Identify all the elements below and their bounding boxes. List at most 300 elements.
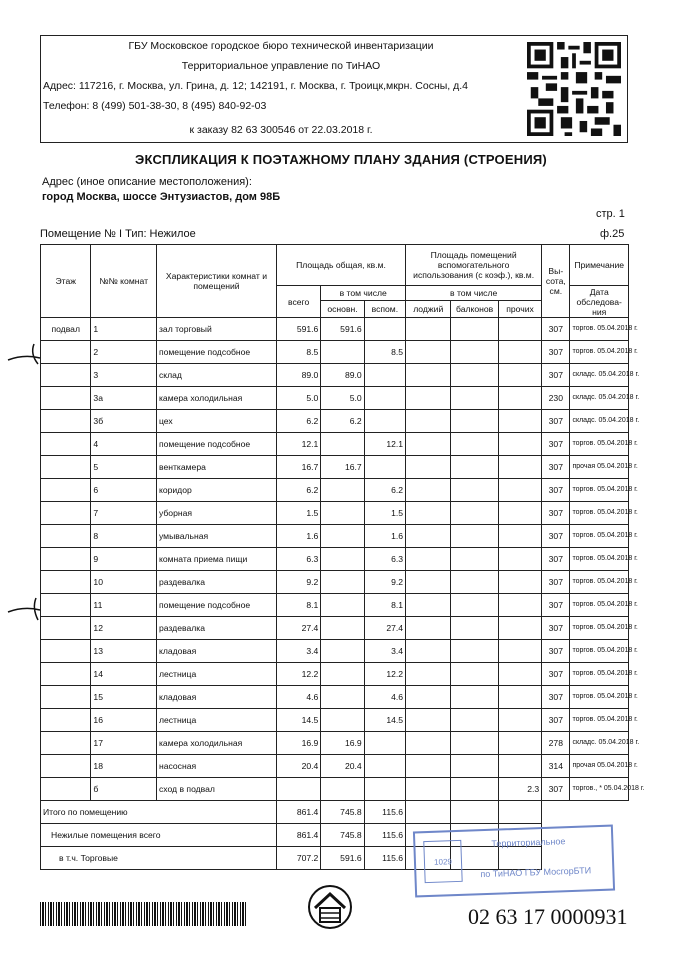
table-body: [41, 318, 645, 801]
cell-floor: [41, 341, 91, 364]
cell-main: [321, 663, 364, 686]
cell-loggia: [406, 433, 451, 456]
cell-name: умывальная: [156, 525, 276, 548]
cell-name: камера холодильная: [156, 387, 276, 410]
cell-main: [321, 479, 364, 502]
cell-total: 4.6: [276, 686, 320, 709]
col-other: прочих: [498, 301, 541, 318]
table-row: [41, 571, 629, 594]
cell-floor: [41, 778, 91, 801]
empty-cell: [406, 801, 451, 824]
col-loggia: лоджий: [406, 301, 451, 318]
empty-cell: [451, 801, 498, 824]
cell-height: 307: [542, 686, 570, 709]
document-number: 02 63 17 0000931: [468, 904, 628, 929]
cell-note: складс. 05.04.2018 г.: [570, 732, 629, 755]
cell-height: 307: [542, 456, 570, 479]
cell-balcony: [451, 640, 498, 663]
col-height: Вы-сота, см.: [542, 245, 570, 318]
col-characteristics: Характеристики комнат и помещений: [156, 245, 276, 318]
cell-other: [498, 525, 541, 548]
cell-room: 13: [91, 640, 157, 663]
cell-balcony: [451, 433, 498, 456]
cell-loggia: [406, 617, 451, 640]
cell-note: складс. 05.04.2018 г.: [570, 387, 629, 410]
cell-height: 314: [542, 755, 570, 778]
cell-main: [321, 617, 364, 640]
totals-main: 591.6: [321, 847, 364, 870]
col-aux-including: в том числе: [406, 286, 542, 301]
cell-name: уборная: [156, 502, 276, 525]
totals-label: Итого по помещению: [41, 801, 277, 824]
cell-aux: [364, 732, 405, 755]
cell-loggia: [406, 364, 451, 387]
cell-other: 2.3: [498, 778, 541, 801]
cell-name: коридор: [156, 479, 276, 502]
cell-name: лестница: [156, 709, 276, 732]
col-help: вспом.: [364, 301, 405, 318]
cell-balcony: [451, 594, 498, 617]
cell-total: 8.1: [276, 594, 320, 617]
cell-total: 89.0: [276, 364, 320, 387]
cell-loggia: [406, 341, 451, 364]
cell-loggia: [406, 525, 451, 548]
cell-total: 12.2: [276, 663, 320, 686]
cell-note: торгов. 05.04.2018 г.: [570, 594, 629, 617]
totals-main: 745.8: [321, 801, 364, 824]
cell-height: 307: [542, 594, 570, 617]
cell-note: торгов. 05.04.2018 г.: [570, 709, 629, 732]
cell-loggia: [406, 594, 451, 617]
org-name: ГБУ Московское городское бюро технической инвентаризации: [128, 40, 434, 52]
cell-balcony: [451, 502, 498, 525]
cell-aux: [364, 387, 405, 410]
totals-label: Нежилые помещения всего: [41, 824, 277, 847]
cell-name: цех: [156, 410, 276, 433]
cell-room: 2: [91, 341, 157, 364]
cell-note: торгов. 05.04.2018 г.: [570, 663, 629, 686]
cell-balcony: [451, 617, 498, 640]
totals-main: 745.8: [321, 824, 364, 847]
cell-name: сход в подвал: [156, 778, 276, 801]
col-balcony: балконов: [451, 301, 498, 318]
cell-floor: [41, 479, 91, 502]
totals-aux: 115.6: [364, 847, 405, 870]
cell-height: 307: [542, 433, 570, 456]
cell-total: 6.2: [276, 479, 320, 502]
cell-total: 16.9: [276, 732, 320, 755]
cell-aux: 12.2: [364, 663, 405, 686]
cell-height: 307: [542, 410, 570, 433]
cell-loggia: [406, 640, 451, 663]
cell-floor: [41, 686, 91, 709]
cell-other: [498, 410, 541, 433]
qr-code-icon: [527, 42, 621, 136]
cell-total: 1.5: [276, 502, 320, 525]
cell-other: [498, 479, 541, 502]
table-row: [41, 456, 629, 479]
address-value: город Москва, шоссе Энтузиастов, дом 98Б: [42, 191, 281, 203]
cell-balcony: [451, 686, 498, 709]
col-main: основн.: [321, 301, 364, 318]
premise-type: Помещение № I Тип: Нежилое: [40, 228, 196, 240]
cell-name: помещение подсобное: [156, 433, 276, 456]
cell-room: 9: [91, 548, 157, 571]
cell-name: раздевалка: [156, 617, 276, 640]
cell-height: 307: [542, 778, 570, 801]
cell-main: 5.0: [321, 387, 364, 410]
cell-aux: [364, 318, 405, 341]
cell-aux: [364, 755, 405, 778]
cell-loggia: [406, 318, 451, 341]
cell-other: [498, 433, 541, 456]
cell-floor: [41, 617, 91, 640]
cell-balcony: [451, 525, 498, 548]
cell-name: зал торговый: [156, 318, 276, 341]
cell-aux: 6.3: [364, 548, 405, 571]
cell-height: 307: [542, 502, 570, 525]
cell-name: склад: [156, 364, 276, 387]
cell-name: камера холодильная: [156, 732, 276, 755]
cell-main: 20.4: [321, 755, 364, 778]
cell-main: [321, 341, 364, 364]
cell-name: помещение подсобное: [156, 594, 276, 617]
cell-main: [321, 571, 364, 594]
cell-main: [321, 778, 364, 801]
margin-mark-icon: [4, 340, 48, 370]
cell-aux: 8.5: [364, 341, 405, 364]
cell-note: торгов. 05.04.2018 г.: [570, 341, 629, 364]
cell-room: 3а: [91, 387, 157, 410]
cell-total: 16.7: [276, 456, 320, 479]
col-date: Дата обследова-ния: [570, 286, 629, 318]
cell-loggia: [406, 755, 451, 778]
totals-aux: 115.6: [364, 824, 405, 847]
cell-main: [321, 594, 364, 617]
official-stamp: [413, 825, 615, 898]
cell-room: 6: [91, 479, 157, 502]
totals-aux: 115.6: [364, 801, 405, 824]
cell-aux: [364, 778, 405, 801]
cell-note: прочая 05.04.2018 г.: [570, 755, 629, 778]
cell-height: 307: [542, 525, 570, 548]
cell-floor: [41, 732, 91, 755]
cell-height: 307: [542, 318, 570, 341]
cell-height: 307: [542, 709, 570, 732]
cell-aux: [364, 364, 405, 387]
cell-floor: [41, 548, 91, 571]
cell-aux: [364, 410, 405, 433]
cell-room: 10: [91, 571, 157, 594]
cell-room: 18: [91, 755, 157, 778]
cell-floor: [41, 525, 91, 548]
cell-note: складс. 05.04.2018 г.: [570, 364, 629, 387]
cell-aux: 1.5: [364, 502, 405, 525]
cell-total: 1.6: [276, 525, 320, 548]
table-row: [41, 502, 629, 525]
cell-name: кладовая: [156, 686, 276, 709]
cell-note: прочая 05.04.2018 г.: [570, 456, 629, 479]
cell-balcony: [451, 732, 498, 755]
cell-balcony: [451, 755, 498, 778]
cell-other: [498, 571, 541, 594]
cell-other: [498, 732, 541, 755]
cell-note: торгов. 05.04.2018 г.: [570, 479, 629, 502]
cell-other: [498, 548, 541, 571]
cell-other: [498, 456, 541, 479]
cell-total: 9.2: [276, 571, 320, 594]
cell-room: 5: [91, 456, 157, 479]
cell-other: [498, 364, 541, 387]
cell-main: 16.7: [321, 456, 364, 479]
cell-main: 591.6: [321, 318, 364, 341]
table-row: [41, 318, 629, 341]
cell-other: [498, 755, 541, 778]
cell-floor: [41, 571, 91, 594]
cell-main: [321, 548, 364, 571]
totals-label: в т.ч. Торговые: [41, 847, 277, 870]
empty-cell: [570, 801, 629, 824]
cell-loggia: [406, 571, 451, 594]
cell-height: 307: [542, 341, 570, 364]
col-aux-area: Площадь помещений вспомогательного использования (с коэф.), кв.м.: [406, 245, 542, 286]
cell-room: 1: [91, 318, 157, 341]
cell-room: 12: [91, 617, 157, 640]
barcode-icon: [40, 902, 246, 926]
cell-note: торгов. 05.04.2018 г.: [570, 525, 629, 548]
table-row: [41, 709, 629, 732]
cell-floor: [41, 755, 91, 778]
cell-aux: 12.1: [364, 433, 405, 456]
cell-room: 11: [91, 594, 157, 617]
org-address: Адрес: 117216, г. Москва, ул. Грина, д. 12; 142191, г. Москва, г. Троицк,мкрн. Сосны, д.4: [43, 80, 469, 92]
cell-total: 12.1: [276, 433, 320, 456]
cell-floor: [41, 709, 91, 732]
cell-note: торгов. 05.04.2018 г.: [570, 640, 629, 663]
table-row: [41, 548, 629, 571]
table-row: [41, 686, 629, 709]
cell-other: [498, 640, 541, 663]
cell-floor: [41, 433, 91, 456]
cell-total: 14.5: [276, 709, 320, 732]
cell-floor: [41, 364, 91, 387]
table-row: [41, 663, 629, 686]
table-row: [41, 732, 629, 755]
table-row: [41, 433, 629, 456]
cell-floor: [41, 594, 91, 617]
cell-height: 307: [542, 617, 570, 640]
cell-loggia: [406, 709, 451, 732]
cell-height: 230: [542, 387, 570, 410]
dept-name: Территориальное управление по ТиНАО: [181, 60, 381, 72]
bti-logo-icon: [307, 884, 353, 930]
cell-balcony: [451, 318, 498, 341]
totals-total: 861.4: [276, 801, 320, 824]
cell-balcony: [451, 548, 498, 571]
cell-height: 278: [542, 732, 570, 755]
cell-aux: 9.2: [364, 571, 405, 594]
cell-height: 307: [542, 364, 570, 387]
table-row: [41, 617, 629, 640]
col-including: в том числе: [321, 286, 406, 301]
cell-balcony: [451, 778, 498, 801]
cell-room: 14: [91, 663, 157, 686]
cell-loggia: [406, 502, 451, 525]
cell-main: 89.0: [321, 364, 364, 387]
cell-name: раздевалка: [156, 571, 276, 594]
cell-main: [321, 709, 364, 732]
cell-note: торгов. 05.04.2018 г.: [570, 318, 629, 341]
table-row: [41, 364, 629, 387]
cell-aux: [364, 456, 405, 479]
cell-balcony: [451, 571, 498, 594]
cell-note: торгов. 05.04.2018 г.: [570, 617, 629, 640]
cell-total: [276, 778, 320, 801]
cell-aux: 3.4: [364, 640, 405, 663]
page-number: стр. 1: [596, 208, 625, 220]
cell-floor: [41, 410, 91, 433]
cell-main: 6.2: [321, 410, 364, 433]
cell-room: 3: [91, 364, 157, 387]
order-ref: к заказу 82 63 300546 от 22.03.2018 г.: [189, 124, 373, 136]
cell-room: 7: [91, 502, 157, 525]
cell-room: 15: [91, 686, 157, 709]
form-number: ф.25: [600, 228, 625, 240]
cell-loggia: [406, 456, 451, 479]
margin-mark-icon: [4, 596, 48, 626]
cell-balcony: [451, 479, 498, 502]
table-row: [41, 778, 629, 801]
cell-height: 307: [542, 663, 570, 686]
doc-title: ЭКСПЛИКАЦИЯ К ПОЭТАЖНОМУ ПЛАНУ ЗДАНИЯ (СТРОЕНИЯ): [135, 152, 547, 167]
header-box: [40, 35, 628, 143]
table-row: [41, 341, 629, 364]
cell-name: кладовая: [156, 640, 276, 663]
cell-aux: 4.6: [364, 686, 405, 709]
cell-total: 591.6: [276, 318, 320, 341]
cell-note: торгов., * 05.04.2018 г.: [570, 778, 629, 801]
cell-floor: подвал: [41, 318, 91, 341]
cell-height: 307: [542, 479, 570, 502]
cell-height: 307: [542, 548, 570, 571]
cell-loggia: [406, 686, 451, 709]
cell-note: складс. 05.04.2018 г.: [570, 410, 629, 433]
cell-balcony: [451, 364, 498, 387]
cell-other: [498, 663, 541, 686]
cell-floor: [41, 640, 91, 663]
cell-balcony: [451, 341, 498, 364]
cell-loggia: [406, 778, 451, 801]
stamp-code: 1029: [423, 840, 462, 883]
cell-main: [321, 525, 364, 548]
cell-floor: [41, 456, 91, 479]
cell-other: [498, 594, 541, 617]
cell-note: торгов. 05.04.2018 г.: [570, 686, 629, 709]
cell-name: помещение подсобное: [156, 341, 276, 364]
table-row: [41, 640, 629, 663]
cell-note: торгов. 05.04.2018 г.: [570, 548, 629, 571]
cell-height: 307: [542, 571, 570, 594]
cell-name: лестница: [156, 663, 276, 686]
org-phone: Телефон: 8 (499) 501-38-30, 8 (495) 840-92-03: [43, 100, 267, 112]
stamp-line-2: по ТиНАО ГБУ МосгорБТИ: [480, 865, 592, 880]
cell-total: 3.4: [276, 640, 320, 663]
cell-aux: 27.4: [364, 617, 405, 640]
cell-room: 3б: [91, 410, 157, 433]
col-note: Примечание: [570, 245, 629, 286]
cell-other: [498, 387, 541, 410]
cell-aux: 6.2: [364, 479, 405, 502]
explication-table: [40, 244, 645, 870]
cell-note: торгов. 05.04.2018 г.: [570, 502, 629, 525]
col-floor: Этаж: [41, 245, 91, 318]
cell-aux: 14.5: [364, 709, 405, 732]
cell-main: [321, 502, 364, 525]
cell-other: [498, 502, 541, 525]
cell-total: 6.3: [276, 548, 320, 571]
cell-room: 16: [91, 709, 157, 732]
cell-total: 8.5: [276, 341, 320, 364]
cell-main: [321, 640, 364, 663]
cell-room: 8: [91, 525, 157, 548]
cell-balcony: [451, 663, 498, 686]
col-rooms: №№ комнат: [91, 245, 157, 318]
cell-loggia: [406, 479, 451, 502]
address-label: Адрес (иное описание местоположения):: [42, 176, 252, 188]
col-total-area: Площадь общая, кв.м.: [276, 245, 405, 286]
col-total: всего: [276, 286, 320, 318]
cell-note: торгов. 05.04.2018 г.: [570, 571, 629, 594]
table-row: [41, 755, 629, 778]
cell-balcony: [451, 387, 498, 410]
stamp-line-1: Территориальное: [491, 836, 566, 849]
cell-other: [498, 686, 541, 709]
empty-cell: [542, 801, 570, 824]
cell-room: б: [91, 778, 157, 801]
table-row: [41, 479, 629, 502]
cell-room: 4: [91, 433, 157, 456]
cell-name: венткамера: [156, 456, 276, 479]
cell-balcony: [451, 456, 498, 479]
totals-row: [41, 801, 629, 824]
cell-main: 16.9: [321, 732, 364, 755]
cell-total: 27.4: [276, 617, 320, 640]
table-row: [41, 594, 629, 617]
cell-balcony: [451, 410, 498, 433]
table-row: [41, 410, 629, 433]
totals-total: 707.2: [276, 847, 320, 870]
cell-name: комната приема пищи: [156, 548, 276, 571]
cell-total: 20.4: [276, 755, 320, 778]
cell-aux: 8.1: [364, 594, 405, 617]
cell-other: [498, 709, 541, 732]
cell-main: [321, 433, 364, 456]
cell-loggia: [406, 410, 451, 433]
cell-other: [498, 318, 541, 341]
cell-aux: 1.6: [364, 525, 405, 548]
cell-floor: [41, 663, 91, 686]
totals-total: 861.4: [276, 824, 320, 847]
cell-total: 5.0: [276, 387, 320, 410]
cell-main: [321, 686, 364, 709]
cell-loggia: [406, 548, 451, 571]
table-row: [41, 525, 629, 548]
cell-floor: [41, 502, 91, 525]
cell-height: 307: [542, 640, 570, 663]
cell-loggia: [406, 387, 451, 410]
cell-floor: [41, 387, 91, 410]
table-row: [41, 387, 629, 410]
